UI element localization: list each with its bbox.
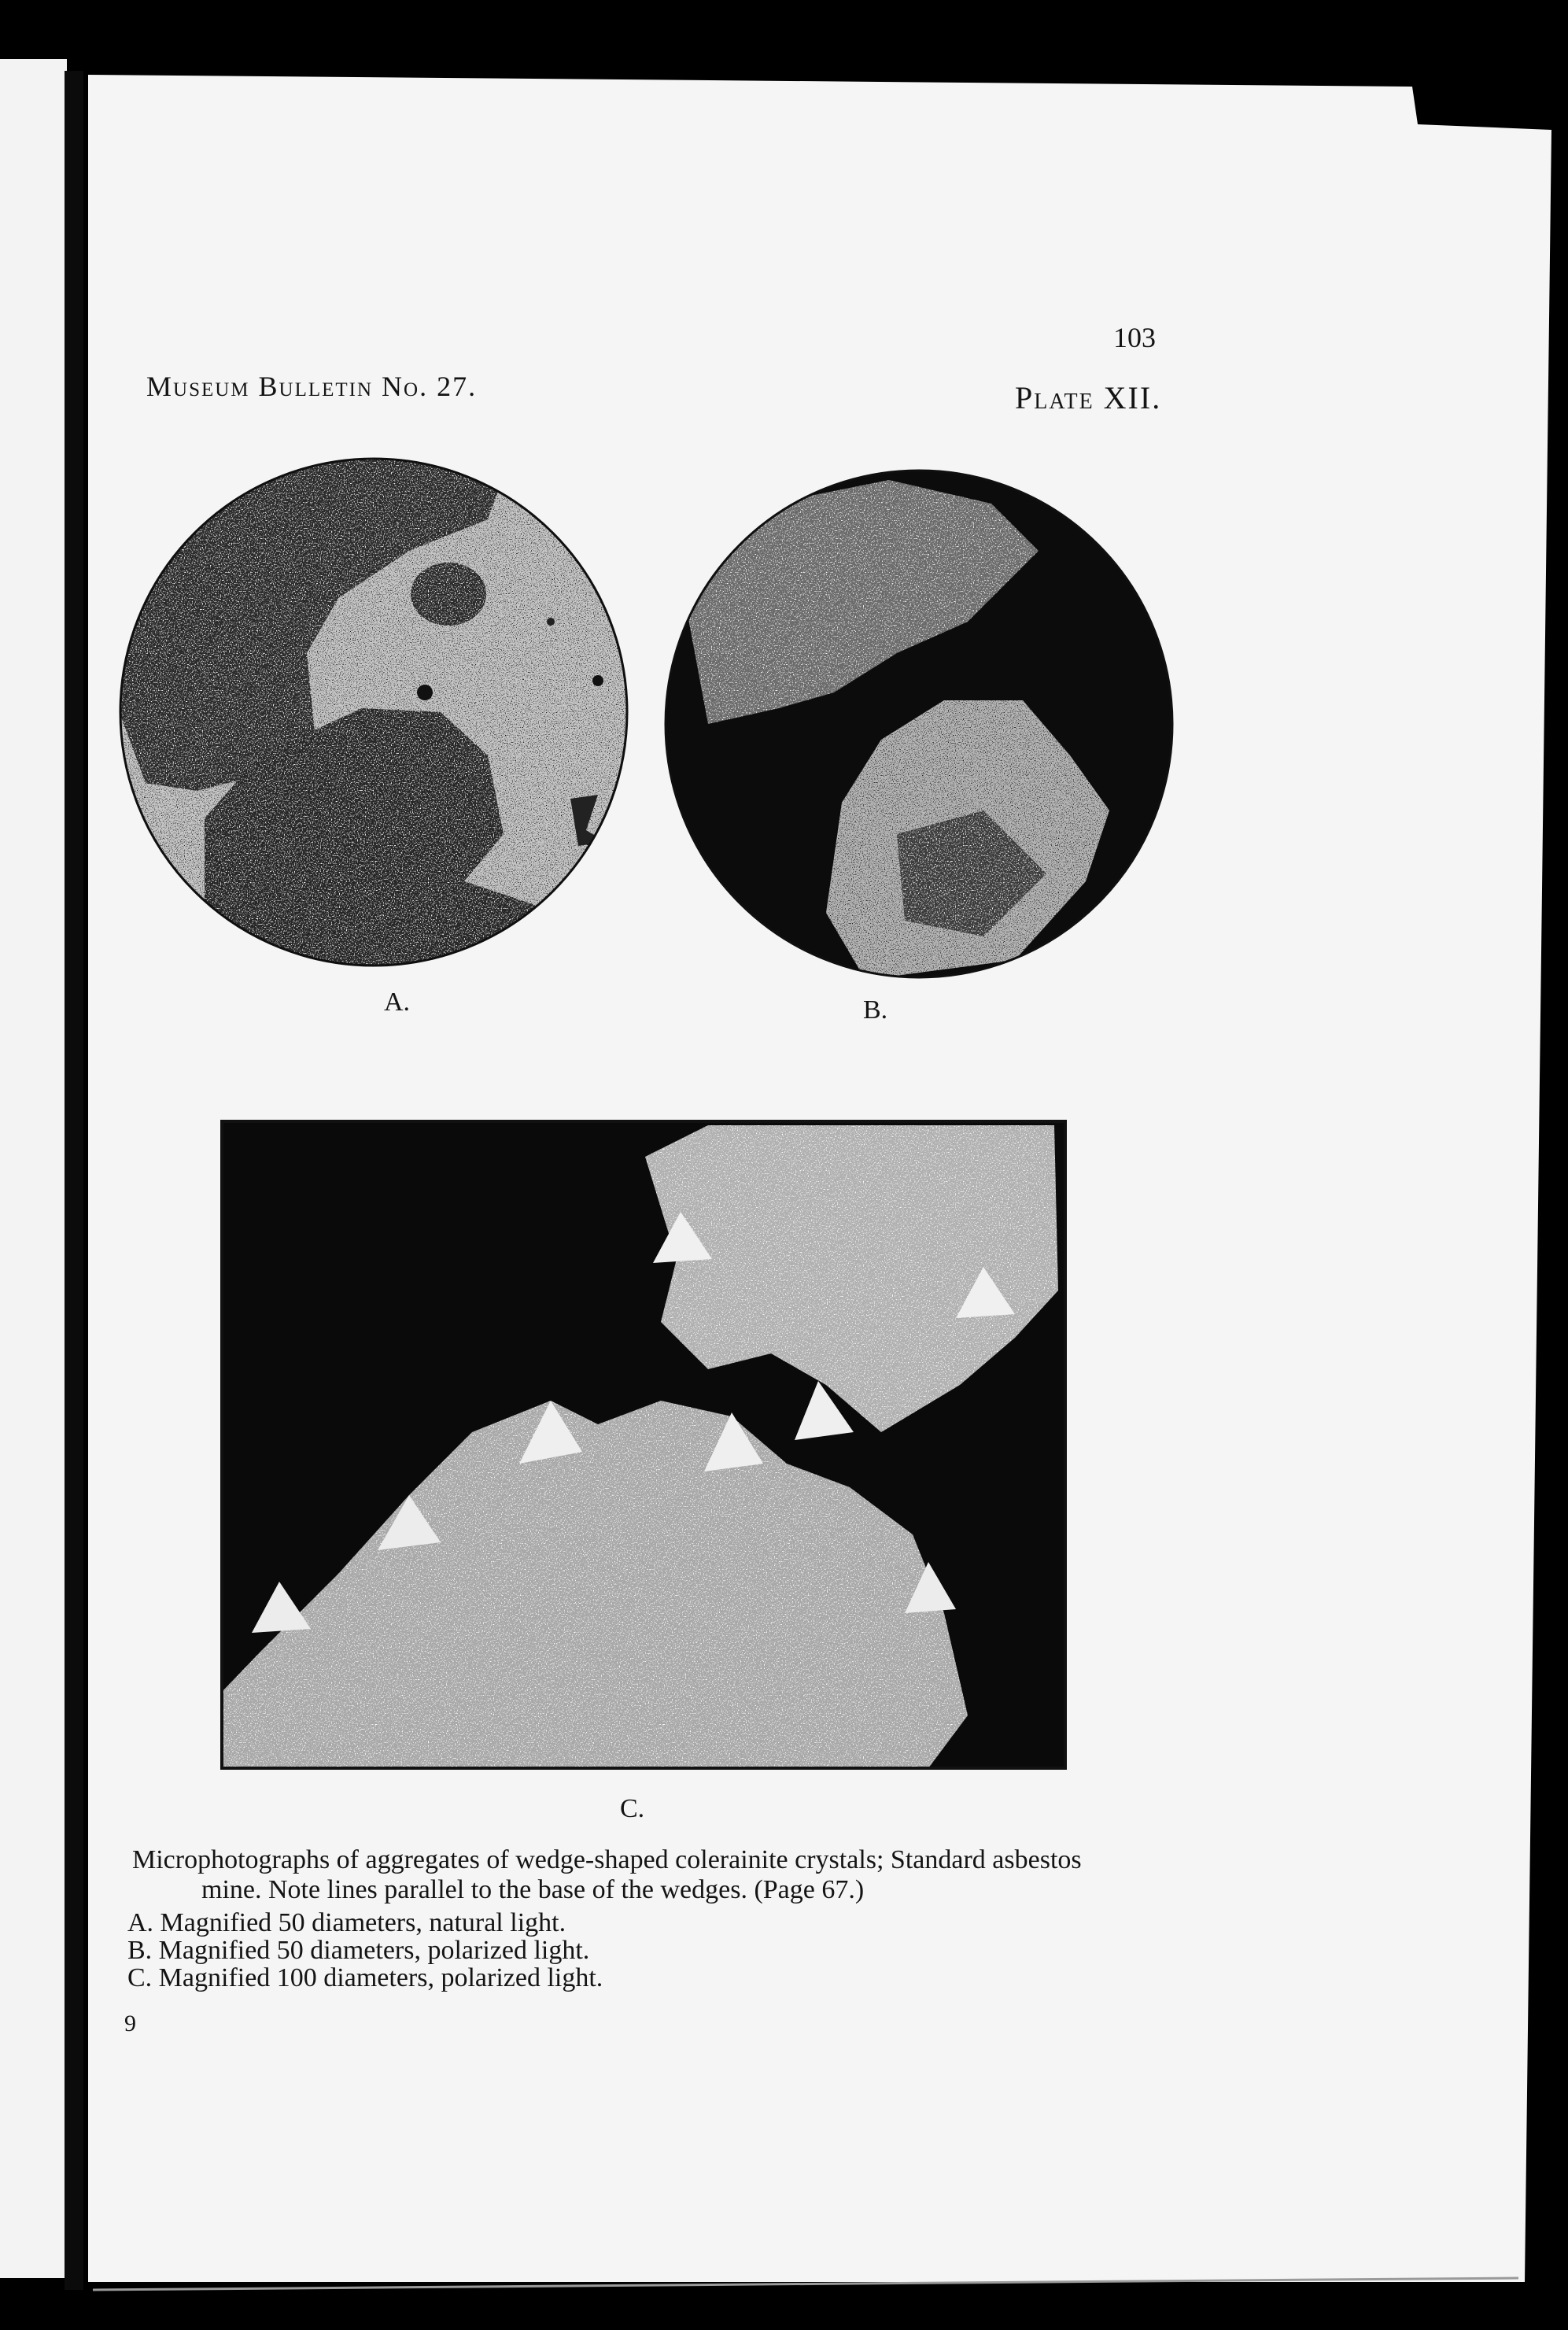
signature-mark: 9 <box>124 2011 136 2036</box>
plate-caption <box>132 1845 1171 1905</box>
figure-c-label: C. <box>620 1794 645 1823</box>
caption-line-1: Microphotographs of aggregates of wedge-shaped colerainite crystals; Standard asbestos <box>132 1845 1082 1874</box>
page-number: 103 <box>1113 322 1156 353</box>
bulletin-heading: Museum Bulletin No. 27. <box>146 371 478 402</box>
caption-item-c: C. Magnified 100 diameters, polarized light. <box>127 1963 603 1992</box>
plate-heading: Plate XII. <box>1015 380 1162 415</box>
caption-line-2: mine. Note lines parallel to the base of the wedges. (Page 67.) <box>201 1875 865 1904</box>
caption-item-b: B. Magnified 50 diameters, polarized light. <box>127 1936 590 1965</box>
figure-c-micrograph <box>222 1121 1065 1768</box>
figure-b-label: B. <box>863 995 888 1025</box>
figure-a-label: A. <box>384 988 411 1017</box>
caption-item-a: A. Magnified 50 diameters, natural light. <box>127 1908 566 1937</box>
